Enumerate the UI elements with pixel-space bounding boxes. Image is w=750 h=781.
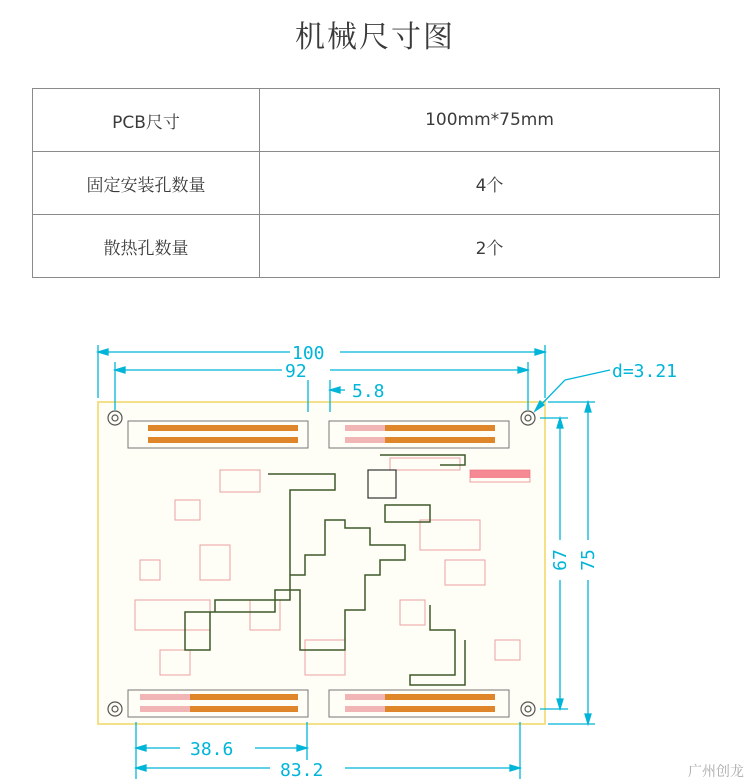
- dim-height-total: 75: [578, 549, 599, 571]
- dim-height-holes: 67: [550, 549, 571, 571]
- pcb-size-value: 100mm*75mm: [260, 89, 720, 152]
- mount-holes-value: 4个: [260, 152, 720, 215]
- table-row: [33, 152, 720, 215]
- dim-hole-offset: 5.8: [352, 381, 385, 402]
- dim-hole-diameter: d=3.21: [612, 361, 678, 382]
- led-strip: [470, 470, 530, 478]
- dim-width-holes: 92: [285, 361, 307, 382]
- mount-holes-label: 固定安装孔数量: [33, 152, 260, 215]
- spec-table: [32, 88, 720, 278]
- pcb-size-label: PCB尺寸: [33, 89, 260, 152]
- table-row: [33, 89, 720, 152]
- heat-holes-label: 散热孔数量: [33, 215, 260, 278]
- dim-connector-right: 83.2: [280, 760, 324, 779]
- table-row: [33, 215, 720, 278]
- page-title: 机械尺寸图: [295, 20, 455, 55]
- mechanical-drawing: [0, 330, 750, 779]
- dim-width-total: 100: [292, 343, 325, 364]
- pcb-outline: [98, 402, 545, 724]
- heat-holes-value: 2个: [260, 215, 720, 278]
- watermark: 广州创龙: [688, 764, 744, 780]
- dim-connector-left: 38.6: [190, 739, 234, 760]
